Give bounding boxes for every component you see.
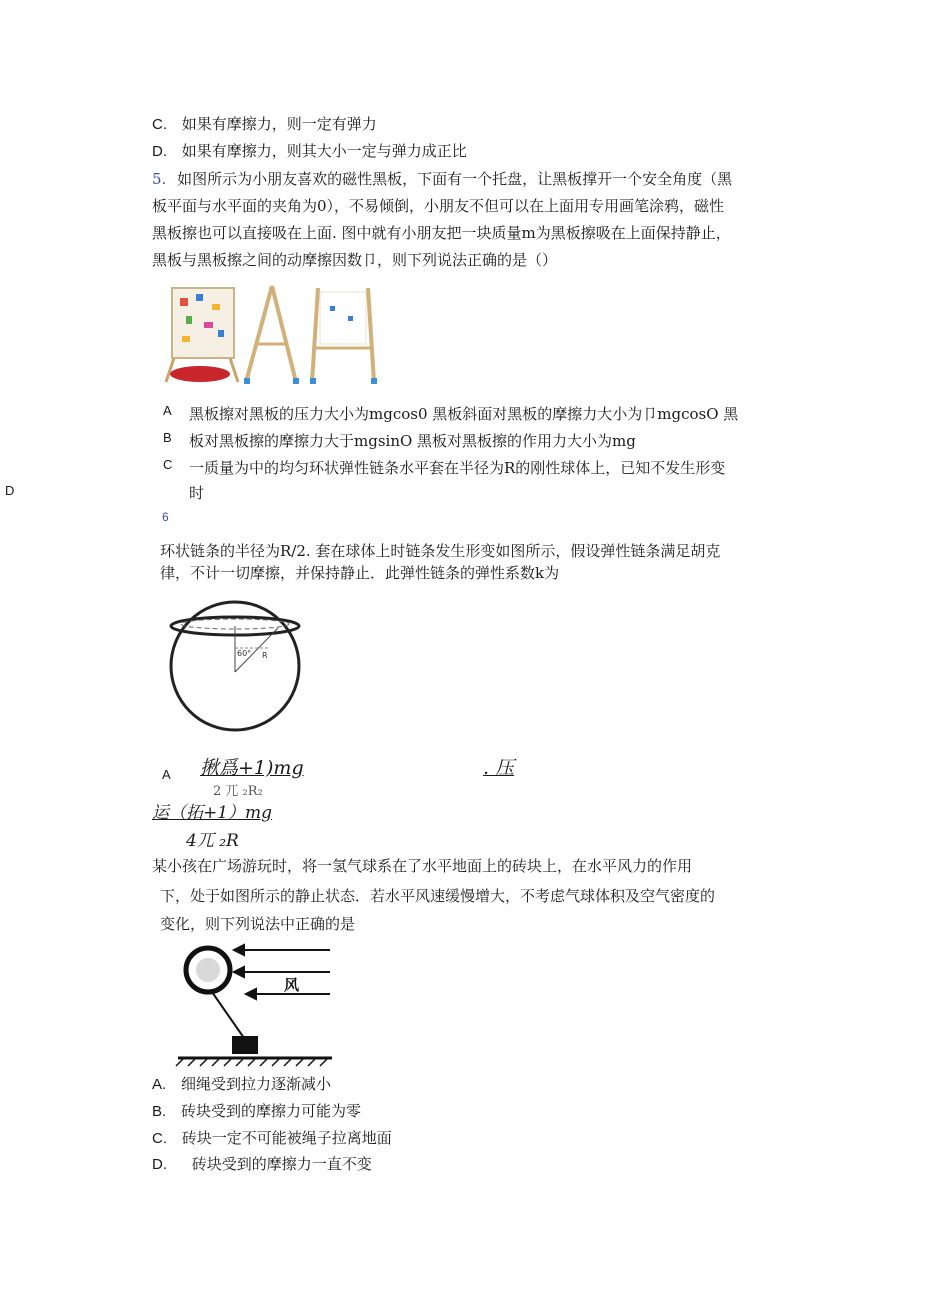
q6-option-a-denominator: 2 兀 ₂R₂ (213, 784, 263, 799)
q5-stem-line-1 (152, 168, 732, 189)
q7-stem-line-1: 某小孩在广场游玩时，将一氢气球系在了水平地面上的砖块上，在水平风力的作用 (152, 857, 693, 875)
wind-label: 风 (284, 976, 300, 994)
option-label: C. (152, 116, 167, 133)
option-label: A. (152, 1076, 167, 1093)
q6-option-c-denominator: 4兀 ₂R (186, 831, 239, 851)
angle-label: 60° (237, 649, 252, 658)
option-text: 如果有摩擦力，则一定有弹力 (181, 115, 377, 133)
q7-stem-line-3: 变化，则下列说法中正确的是 (160, 915, 356, 933)
q4-option-c (152, 113, 377, 134)
q6-option-a-formula: 揪爲+1)mg (200, 757, 304, 779)
option-text: 如果有摩擦力，则其大小一定与弹力成正比 (181, 142, 467, 160)
q7-option-a (152, 1073, 331, 1094)
option-label: B. (152, 1103, 167, 1120)
q7-option-d (152, 1153, 372, 1174)
q7-option-b (152, 1100, 361, 1121)
q5-option-a-label: A (163, 403, 172, 418)
q5-option-c-label: C (163, 457, 173, 472)
q6-sphere-figure (160, 588, 310, 736)
q6-option-c-formula: 运（拓+1）mg (152, 803, 273, 823)
q5-stem-line-4: 黑板与黑板擦之间的动摩擦因数卩，则下列说法正确的是（） (152, 251, 558, 269)
q5-options-line-4: 时 (189, 484, 205, 502)
q6-number: 6 (162, 510, 169, 524)
q5-easel-figure (160, 282, 390, 390)
option-text: 砖块受到的摩擦力一直不变 (191, 1155, 372, 1173)
q5-options-line-1: 黑板擦对黑板的压力大小为mgcos0 黑板斜面对黑板的摩擦力大小为卩mgcosO 黑 (189, 405, 739, 423)
q5-stem-line-2: 板平面与水平面的夹角为0），不易倾倒，小朋友不但可以在上面用专用画笔涂鸦，磁性 (152, 197, 725, 215)
q5-option-d-label: D (5, 483, 15, 498)
option-text: 细绳受到拉力逐渐减小 (180, 1075, 331, 1093)
q7-option-c (152, 1127, 392, 1148)
q5-stem-line-3: 黑板擦也可以直接吸在上面. 图中就有小朋友把一块质量m为黑板擦吸在上面保持静止， (152, 224, 731, 242)
question-number: 5. (152, 170, 167, 188)
radius-label: R (262, 651, 268, 660)
option-text: 砖块一定不可能被绳子拉离地面 (181, 1129, 392, 1147)
q6-stem-line-1: 环状链条的半径为R/2. 套在球体上时链条发生形变如图所示，假设弹性链条满足胡克 (160, 542, 721, 560)
option-label: D. (152, 1156, 167, 1173)
q7-balloon-figure (172, 938, 338, 1070)
option-label: C. (152, 1130, 167, 1147)
q5-options-line-3: 一质量为中的均匀环状弹性链条水平套在半径为R的刚性球体上，已知不发生形变 (189, 459, 726, 477)
q7-stem-line-2: 下，处于如图所示的静止状态．若水平风速缓慢增大，不考虑气球体积及空气密度的 (160, 887, 716, 905)
q5-options-line-2: 板对黑板擦的摩擦力大于mgsinO 黑板对黑板擦的作用力大小为mg (189, 432, 636, 450)
q5-option-b-label: B (163, 430, 172, 445)
q4-option-d (152, 140, 467, 161)
stem-text: 如图所示为小朋友喜欢的磁性黑板，下面有一个托盘，让黑板撑开一个安全角度（黑 (177, 170, 733, 188)
q6-option-b-formula: . 压 (483, 757, 515, 779)
q6-option-a-label: A (162, 767, 171, 782)
q6-stem-line-2: 律，不计一切摩擦，并保持静止．此弹性链条的弹性系数k为 (160, 564, 560, 582)
option-label: D. (152, 143, 167, 160)
option-text: 砖块受到的摩擦力可能为零 (180, 1102, 361, 1120)
